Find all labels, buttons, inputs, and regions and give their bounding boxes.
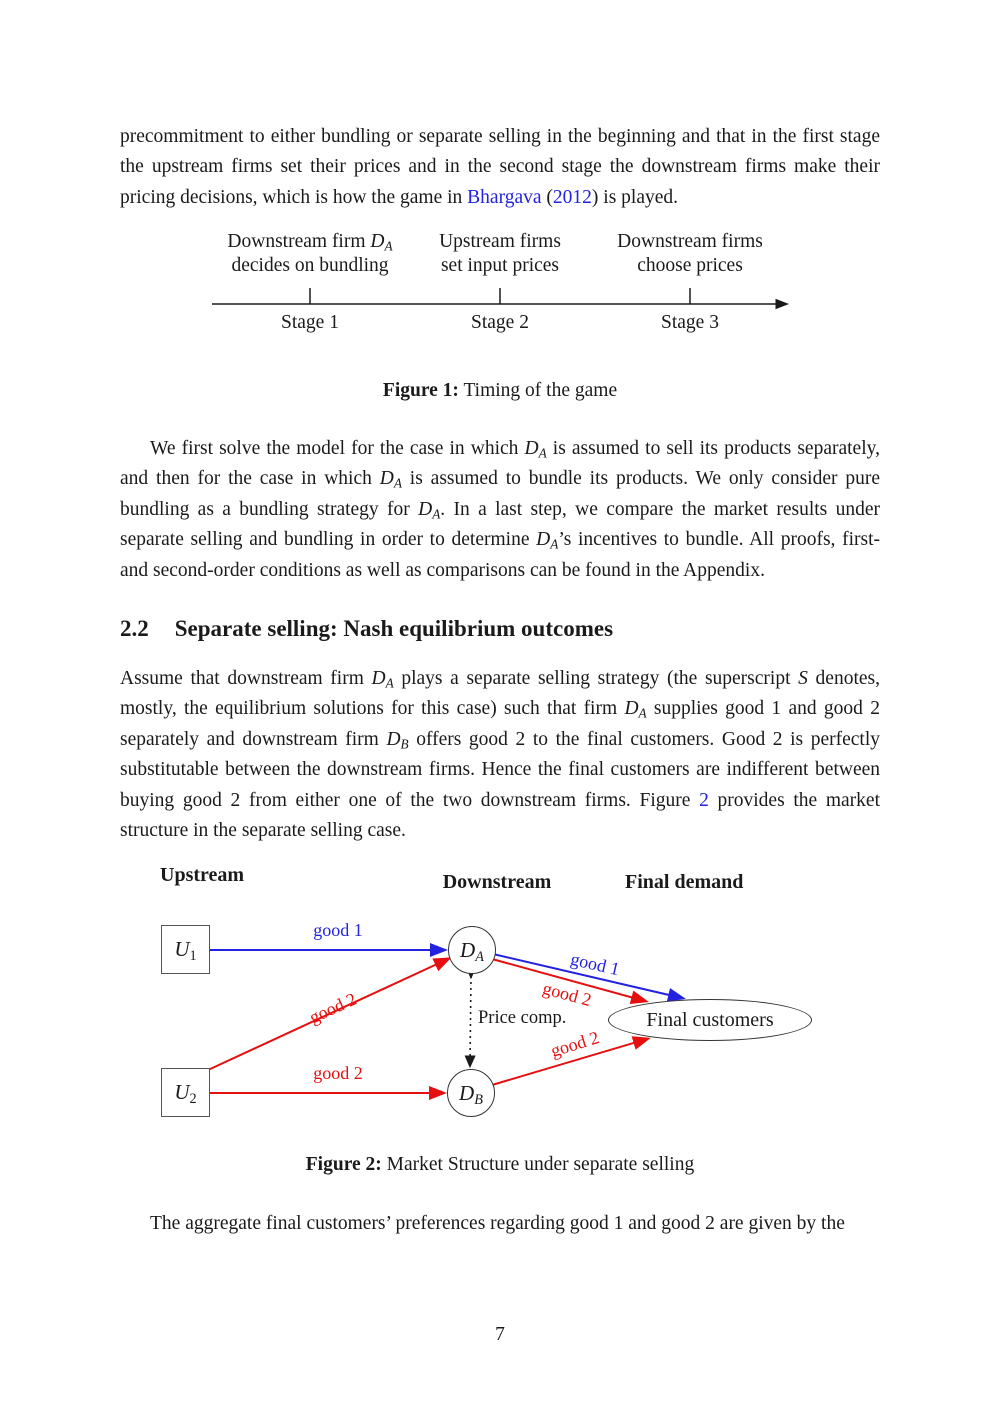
node-db xyxy=(447,1069,495,1117)
figure2-header-final-demand: Final demand xyxy=(625,871,744,893)
figure1-timeline xyxy=(120,228,880,340)
figure1-caption-label: Figure 1: xyxy=(382,380,459,401)
stage3-label: Stage 3 xyxy=(661,312,719,333)
stage1-label: Stage 1 xyxy=(281,312,339,333)
paragraph-intro: precommitment to either bundling or separate selling in the beginning and that in the first stage the upstream firms set their prices and in the second stage the downstream firms make their pricing decisions, which is how the game in Bhargava (2012) is played. xyxy=(120,126,880,208)
edge-label-good1-u1-da: good 1 xyxy=(313,920,363,940)
figure2-header-upstream: Upstream xyxy=(160,864,245,886)
paragraph-model-solving: We first solve the model for the case in which DA is assumed to sell its products separately, and then for the case in which DA is assumed to bundle its products. We only consider pure bundling as a bundling strategy for DA. In a last step, we compare the market results under separate selling and bundling in order to determine DA’s incentives to bundle. All proofs, first- and second-order conditions as well as comparisons can be found in the Appendix. xyxy=(120,438,880,581)
edge-label-good2-db-fc: good 2 xyxy=(548,1027,602,1061)
figure2-diagram xyxy=(120,858,880,1148)
figure1-caption-text: Timing of the game xyxy=(458,380,618,401)
figure1-caption xyxy=(120,380,880,402)
stage2-label: Stage 2 xyxy=(471,312,529,333)
figure2-header-downstream: Downstream xyxy=(442,871,552,893)
node-da-label: DA xyxy=(460,937,484,965)
section-heading xyxy=(120,616,880,642)
paragraph-separate-selling: Assume that downstream firm DA plays a separate selling strategy (the superscript S denotes, mostly, the equilibrium solutions for this case) such that firm DA supplies good 1 and good 2 separately and downstream firm DB offers good 2 to the final customers. Good 2 is perfectly substitutable between the downstream firms. Hence the final customers are indifferent between buying good 2 from either one of the two downstream firms. Figure 2 provides the market structure in the separate selling case. xyxy=(120,668,881,842)
node-da xyxy=(448,926,496,974)
edge-label-good1-da-fc: good 1 xyxy=(568,948,622,980)
figure2-caption-label: Figure 2: xyxy=(305,1154,382,1175)
edge-label-good2-da-fc: good 2 xyxy=(540,977,594,1011)
figure2-caption xyxy=(120,1154,880,1176)
stage3-line1: Downstream firms xyxy=(617,231,763,252)
figure2-caption-text: Market Structure under separate selling xyxy=(381,1154,695,1175)
section-title: Separate selling: Nash equilibrium outcomes xyxy=(174,616,614,641)
node-db-label: DB xyxy=(459,1080,483,1108)
node-u2-label: U2 xyxy=(174,1080,197,1107)
paragraph-preferences: The aggregate final customers’ preferences regarding good 1 and good 2 are given by the xyxy=(150,1213,845,1234)
edge-label-price-comp: Price comp. xyxy=(478,1008,567,1028)
stage1-line1: Downstream firm DA xyxy=(227,231,393,254)
node-u1 xyxy=(161,925,210,974)
node-final-customers xyxy=(608,999,812,1041)
node-u2 xyxy=(161,1068,210,1117)
node-final-customers-label: Final customers xyxy=(646,1008,774,1031)
stage3-line2: choose prices xyxy=(637,255,743,276)
page-number: 7 xyxy=(495,1324,505,1345)
stage2-line1: Upstream firms xyxy=(439,231,561,252)
edge-label-good2-u2-da: good 2 xyxy=(306,988,360,1028)
stage1-line2: decides on bundling xyxy=(231,255,389,276)
edge-label-good2-u2-db: good 2 xyxy=(313,1063,363,1083)
section-number: 2.2 xyxy=(120,616,149,641)
stage2-line2: set input prices xyxy=(440,255,560,276)
node-u1-label: U1 xyxy=(174,937,197,964)
